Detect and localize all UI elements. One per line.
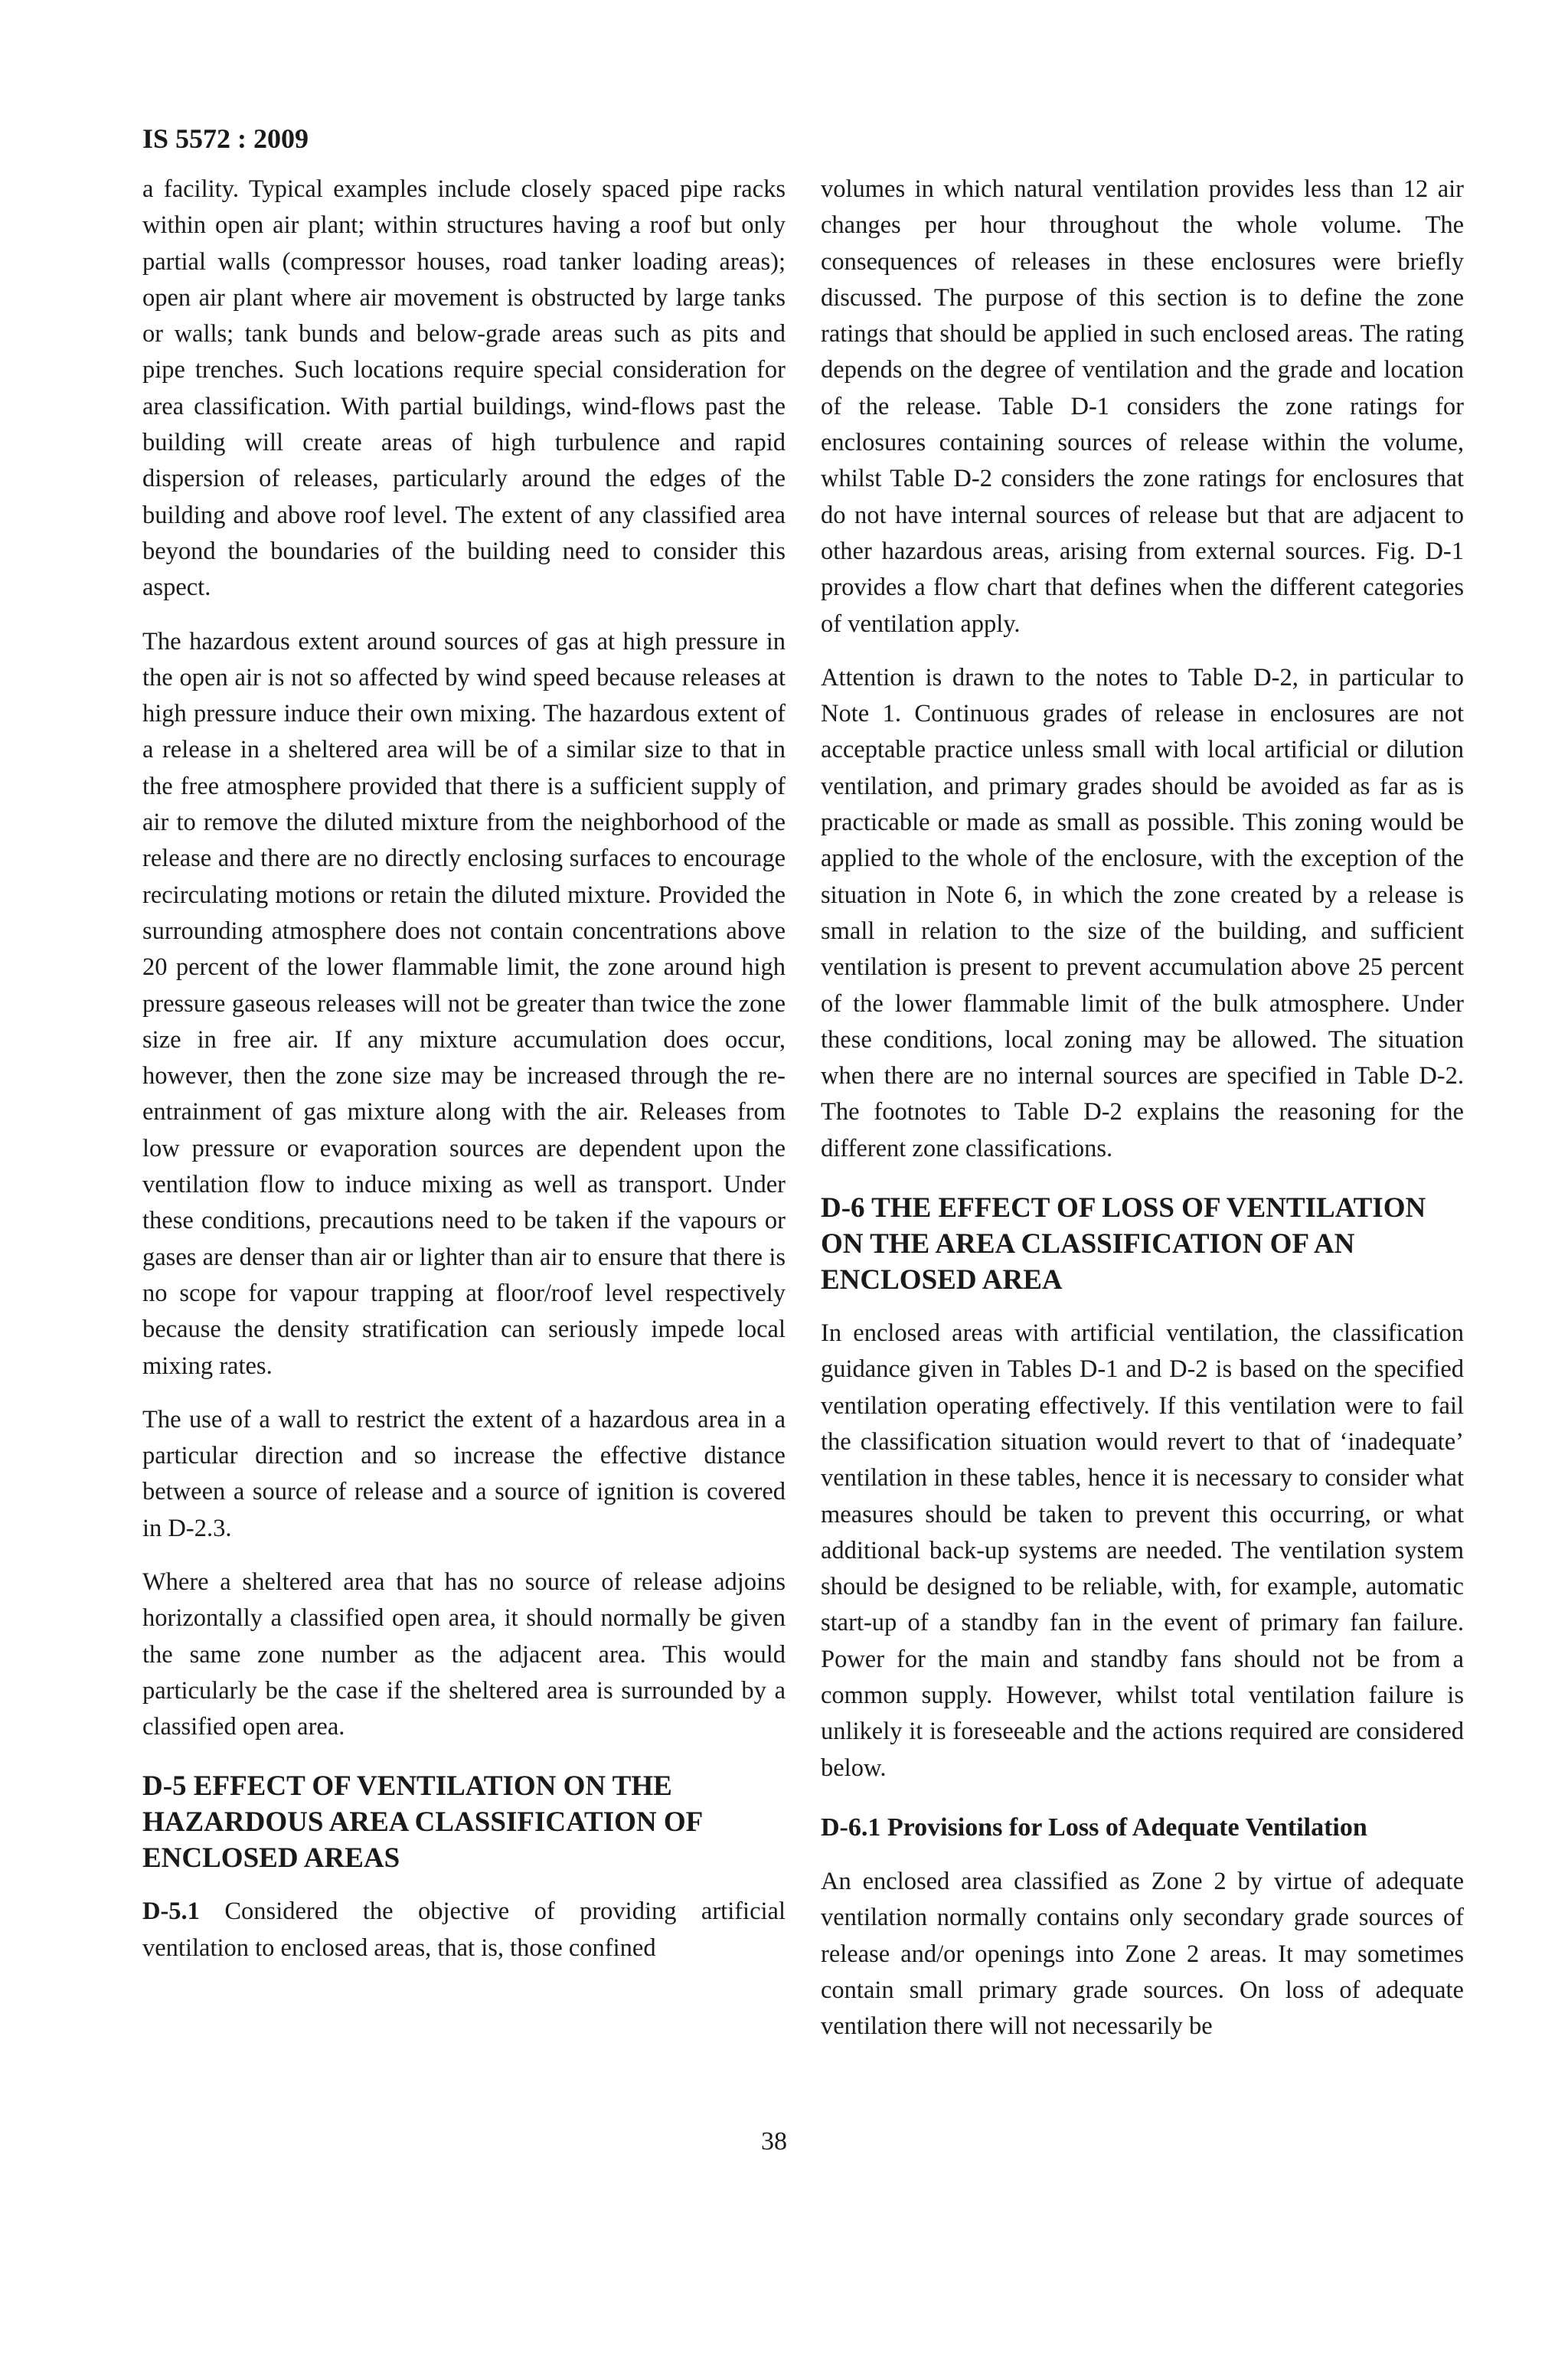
standard-number-header: IS 5572 : 2009 bbox=[142, 123, 309, 154]
right-column bbox=[821, 172, 1464, 2063]
paragraph-sheltered-locations: a facility. Typical examples include closely spaced pipe racks within open air plant; within structures having a roof but only partial walls (compressor houses, road tanker loading areas); open air plant where air movement is obstructed by large tanks or walls; tank bunds and below-grade areas such as pits and pipe trenches. Such locations require special consideration for area classification. With partial buildings, wind-flows past the building will create areas of high turbulence and rapid dispersion of releases, particularly around the edges of the building and above roof level. The extent of any classified area beyond the boundaries of the building need to consider this aspect. bbox=[142, 175, 786, 602]
paragraph-d5-1 bbox=[142, 1894, 786, 1966]
subsection-heading-d6-1: D-6.1 Provisions for Loss of Adequate Ventilation bbox=[821, 1813, 1367, 1842]
paragraph-wall-restriction: The use of a wall to restrict the extent of a hazardous area in a particular direction and so increase the effective distance between a source of release and a source of ignition is covered in D-2.3. bbox=[142, 1405, 786, 1542]
section-heading-d6: D-6 THE EFFECT OF LOSS OF VENTILATION ON THE AREA CLASSIFICATION OF AN ENCLOSED AREA bbox=[821, 1192, 1426, 1296]
clause-text-d5-1: Considered the objective of providing artificial ventilation to enclosed areas, that is, those confined bbox=[142, 1898, 786, 1962]
paragraph-natural-ventilation: volumes in which natural ventilation provides less than 12 air changes per hour throughout the whole volume. The consequences of releases in these enclosures were briefly discussed. The purpose of this section is to define the zone ratings that should be applied in such enclosed areas. The rating depends on the degree of ventilation and the grade and location of the release. Table D-1 considers the zone ratings for enclosures containing sources of release within the volume, whilst Table D-2 considers the zone ratings for enclosures that do not have internal sources of release but that are adjacent to other hazardous areas, arising from external sources. Fig. D-1 provides a flow chart that defines when the different categories of ventilation apply. bbox=[821, 175, 1464, 638]
paragraph-attention-notes: Attention is drawn to the notes to Table D-2, in particular to Note 1. Continuous grades of release in enclosures are not acceptable practice unless small with local artificial or dilution ventilation, and primary grades should be avoided as far as is practicable or made as small as possible. This zoning would be applied to the whole of the enclosure, with the exception of the situation in Note 6, in which the zone created by a release is small in relation to the size of the building, and sufficient ventilation is present to prevent accumulation above 25 percent of the lower flammable limit of the bulk atmosphere. Under these conditions, local zoning may be allowed. The situation when there are no internal sources are specified in Table D-2. The footnotes to Table D-2 explains the reasoning for the different zone classifications. bbox=[821, 663, 1464, 1162]
paragraph-high-pressure-gas: The hazardous extent around sources of gas at high pressure in the open air is not so affected by wind speed because releases at high pressure induce their own mixing. The hazardous extent of a release in a sheltered area will be of a similar size to that in the free atmosphere provided that there is a sufficient supply of air to remove the diluted mixture from the neighborhood of the release and there are no directly enclosing surfaces to encourage recirculating motions or retain the diluted mixture. Provided the surrounding atmosphere does not contain concentrations above 20 percent of the lower flammable limit, the zone around high pressure gaseous releases will not be greater than twice the zone size in free air. If any mixture accumulation does occur, however, then the zone size may be increased through the re-entrainment of gas mixture along with the air. Releases from low pressure or evaporation sources are dependent upon the ventilation flow to induce mixing as well as transport. Under these conditions, precautions need to be taken if the vapours or gases are denser than air or lighter than air to ensure that there is no scope for vapour trapping at floor/roof level respectively because the density stratification can seriously impede local mixing rates. bbox=[142, 627, 786, 1380]
paragraph-artificial-ventilation: In enclosed areas with artificial ventilation, the classification guidance given in Tables D-1 and D-2 is based on the specified ventilation operating effectively. If this ventilation were to fail the classification situation would revert to that of ‘inadequate’ ventilation in these tables, hence it is necessary to consider what measures should be taken to prevent this occurring, or what additional back-up systems are needed. The ventilation system should be designed to be reliable, with, for example, automatic start-up of a standby fan in the event of primary fan failure. Power for the main and standby fans should not be from a common supply. However, whilst total ventilation failure is unlikely it is foreseeable and the actions required are considered below. bbox=[821, 1319, 1464, 1782]
page-number: 38 bbox=[761, 2127, 787, 2156]
clause-number-d5-1: D-5.1 bbox=[142, 1898, 200, 1926]
section-heading-d5: D-5 EFFECT OF VENTILATION ON THE HAZARDOUS AREA CLASSIFICATION OF ENCLOSED AREAS bbox=[142, 1770, 702, 1875]
paragraph-zone2-enclosed: An enclosed area classified as Zone 2 by virtue of adequate ventilation normally contains only secondary grade sources of release and/or openings into Zone 2 areas. It may sometimes contain small primary grade sources. On loss of adequate ventilation there will not necessarily be bbox=[821, 1868, 1464, 2041]
left-column bbox=[142, 172, 786, 1984]
paragraph-sheltered-adjoining: Where a sheltered area that has no source of release adjoins horizontally a classified open area, it should normally be given the same zone number as the adjacent area. This would particularly be the case if the sheltered area is surrounded by a classified open area. bbox=[142, 1567, 786, 1741]
